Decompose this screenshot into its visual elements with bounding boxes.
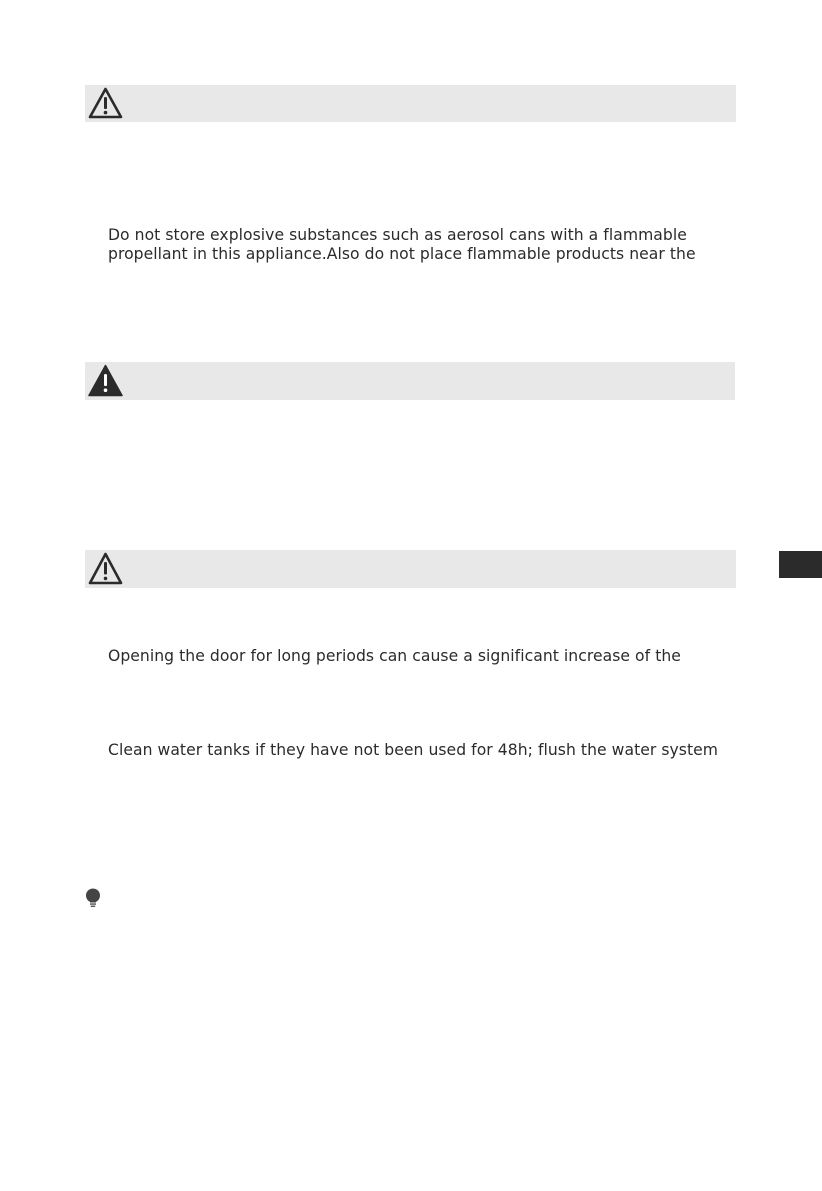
- side-section-tab: [779, 551, 822, 578]
- door-opening-warning: Opening the door for long periods can cause a significant increase of the: [108, 647, 681, 665]
- warning-outline-icon: [87, 86, 124, 120]
- water-tank-warning: Clean water tanks if they have not been used for 48h; flush the water system: [108, 741, 719, 759]
- warning-bar-2: [85, 362, 735, 400]
- explosive-warning-line-2: propellant in this appliance.Also do not place flammable products near the: [108, 245, 696, 263]
- explosive-warning-line-1: Do not store explosive substances such as aerosol cans with a flammable: [108, 226, 687, 244]
- warning-bar-1: [85, 85, 736, 122]
- lightbulb-icon: [84, 888, 102, 908]
- warning-outline-icon: [87, 551, 124, 585]
- warning-filled-icon: [87, 363, 124, 397]
- warning-bar-3: [85, 550, 736, 588]
